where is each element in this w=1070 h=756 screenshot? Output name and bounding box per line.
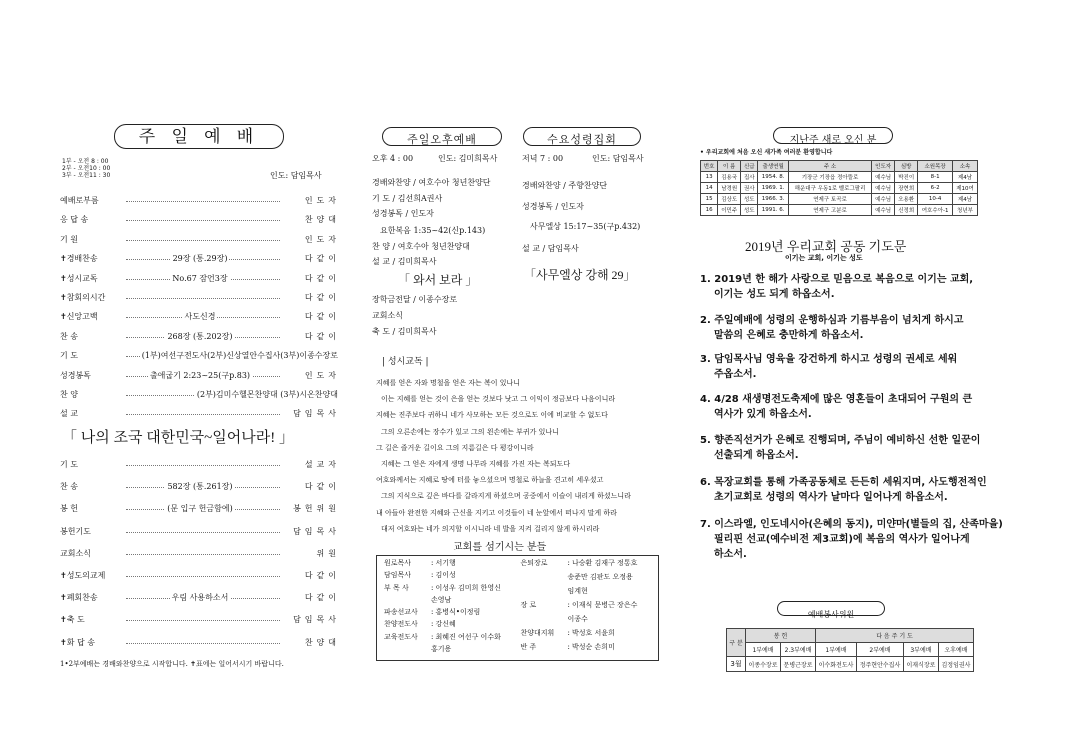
volunteers-title: 예배봉사위원 [807,610,855,619]
worship-item-2-row [60,503,340,515]
newcomer-cell: 신정희 [895,205,918,216]
worship-item-detail: No.67 잠언3장 [172,273,228,283]
newcomer-row [701,205,978,216]
worship-item-detail: 29장 (통.29장) [172,254,228,264]
leader-dots [126,220,280,221]
server-row [518,559,655,573]
prayer-line: 초기교회로 성령의 역사가 날마다 일어나게 하옵소서. [714,492,948,503]
server-names: : 박성호 서윤희 [567,629,615,637]
prayer-subtitle: 이기는 교회, 이기는 성도 [785,254,863,262]
newcomer-cell: 성도 [741,205,758,216]
vol-subheader: 1부예배 [746,643,781,657]
newcomer-cell: 해운대구 우동1로 벨로그팔리 [788,183,871,194]
newcomer-cell: 8-1 [918,172,953,183]
prayer-line: 5. 향존직선거가 은혜로 진행되며, 주님이 예비하신 선한 일꾼이 [700,435,981,446]
server-names: : 서기행 [430,559,456,567]
worship-item-row [60,370,340,382]
worship-item-2-row [60,459,340,471]
volunteers-title-box [777,601,885,619]
worship-item-detail: (2부)김미수헬몬찬양대 (3부)시온찬양대 [196,390,338,399]
newcomer-cell: 6-2 [918,183,953,194]
vol-subheader: 오후예배 [938,643,973,657]
wed-line-2: 성경봉독 / 인도자 [522,202,584,211]
service-times [62,158,110,179]
reading-line: 그의 지식으로 깊은 바다를 갈라지게 하셨으며 공중에서 이슬이 내리게 하셨느니라 [381,492,631,501]
worship-item-person: 담임목사 [293,409,340,419]
worship-item-row [60,273,340,285]
newcomers-header: 번호 [701,161,718,172]
worship-item-row [60,408,340,420]
newcomer-cell: 장현희 [895,183,918,194]
afternoon-time: 오후 4 : 00 [372,154,414,163]
worship-item-2-row [60,570,340,582]
afternoon-line-6: 설 교 / 김미희목사 [372,257,437,266]
newcomer-cell: 제4남 [953,172,978,183]
worship-item-row [60,389,340,401]
wednesday-title-box [523,127,641,146]
reading-line: 대저 여호와는 네가 의지할 이시니라 네 발을 지켜 걸리지 않게 하시리라 [381,524,600,533]
worship-item-person: 인도자 [304,370,340,380]
server-names: : 이재식 문병근 장은수 [567,601,638,609]
newcomer-cell: 1954. 8. [758,172,788,183]
prayer-item [700,517,1003,562]
footnote: 1•2부예배는 경배와찬양으로 시작합니다. ✝표에는 일어서시기 바랍니다. [60,660,284,668]
servers-title: 교회를 섬기시는 분들 [453,542,547,553]
reading-line: 지혜는 그 얻은 자에게 생명 나무라 지혜를 가진 자는 복되도다 [381,459,571,468]
server-names: : 이성우 김미희 한영신 [430,583,501,592]
afternoon-leader: 인도: 김미희목사 [438,154,498,163]
worship-item-row [60,234,340,246]
leader-dots [126,643,280,644]
newcomers-header: 주 소 [788,161,871,172]
worship-item-row [60,253,340,265]
prayer-line: 7. 이스라엘, 인도네시아(은혜의 동지), 미얀마(별들의 집, 산족마을) [700,519,1003,530]
leader-dots [126,554,280,555]
worship-item-2-person: 다같이 [304,571,340,580]
newcomer-cell: 연제구 고분로 [788,205,871,216]
worship-item-2-person: 찬양대 [304,637,340,647]
main-service-title: 주 일 예 배 [138,127,260,146]
worship-item-row [60,214,340,226]
server-role [381,596,428,608]
server-role: 담임목사 [384,571,412,580]
worship-item-2-person: 다같이 [304,482,340,492]
worship-item-person: 다같이 [304,254,340,264]
leader-dots [126,414,280,415]
prayer-line: 주옵소서. [714,369,757,380]
newcomer-cell: 박진이 [895,172,918,183]
sermon-title: 「 나의 조국 대한민국~일어나라! 」 [62,430,294,446]
server-role: 원로목사 [384,559,412,567]
worship-item-2-detail: 우림 사용하소서 [171,593,229,603]
vol-subheader: 2.3부예배 [781,643,816,657]
server-row [381,608,518,620]
server-names: : 박성순 손희미 [567,643,615,651]
server-row [381,633,518,645]
prayer-line: 말씀의 은혜로 충만하게 하옵소서. [714,330,864,341]
newcomer-row [701,172,978,183]
prayer-line: 필리핀 선교(예수비전 제3교회)에 복음의 역사가 일어나게 [714,534,970,545]
newcomer-cell: 1969. 1. [758,183,788,194]
worship-item-2-label: 봉 헌 [60,504,78,514]
vol-header-offering: 봉 헌 [746,629,816,643]
newcomer-cell: 기장군 기장읍 정아뜰로 [788,172,871,183]
newcomer-cell: 16 [701,205,718,216]
worship-item-label: 설 교 [60,409,78,419]
newcomer-cell: 제10여 [953,183,978,194]
server-role: 찬양전도사 [384,620,418,629]
newcomers-header: 신급 [741,161,758,172]
worship-item-label: 예배로부름 [60,196,99,205]
worship-item-row [60,331,340,343]
afternoon-sermon: 「 와서 보라 」 [398,273,478,287]
worship-item-2-label: ✝성도의교제 [60,571,106,580]
servers-right-table [518,559,655,657]
worship-item-label: 찬 양 [60,390,78,399]
worship-item-row [60,350,340,362]
worship-item-person: 다같이 [304,331,340,341]
newcomer-cell: 이민주 [718,205,741,216]
server-role [381,645,428,657]
reading-line: 그의 오른손에는 장수가 있고 그의 왼손에는 부귀가 있나니 [381,427,559,436]
afternoon-line-9: 축 도 / 김미희목사 [372,327,437,336]
server-names: : 김이성 [430,571,456,580]
worship-item-2-label: 기 도 [60,460,78,469]
afternoon-line-8: 교회소식 [372,311,403,320]
server-row [518,587,655,601]
newcomers-note: • 우리교회에 처음 오신 새가족 여러분 환영합니다 [700,149,833,156]
reading-title: | 성시교독 | [382,357,429,367]
newcomer-cell: 청년부 [953,205,978,216]
reading-line: 내 아들아 완전한 지혜와 근신을 지키고 이것들이 네 눈앞에서 떠나지 말게 하라 [376,508,617,517]
vol-subheader: 1부예배 [816,643,857,657]
afternoon-line-4: 요한복음 1:35~42(신p.143) [380,226,486,235]
worship-item-2-detail: (문 입구 헌금함에) [167,504,233,514]
newcomer-cell: 1991. 6. [758,205,788,216]
worship-item-2-person: 담임목사 [293,526,340,536]
newcomers-title-box [773,127,893,144]
worship-item-label: ✝참회의시간 [60,293,106,302]
volunteers-table [726,628,974,672]
server-row [381,645,518,657]
newcomers-table [700,160,978,216]
server-names: 임계현 [567,587,588,595]
server-role: 장 로 [520,601,537,609]
vol-month: 3월 [727,657,746,672]
worship-item-2-person: 담임목사 [293,615,340,625]
vol-person: 문병근장로 [781,657,816,672]
server-names: : 나승환 김재구 정통호 [567,559,638,567]
worship-item-detail: 사도신경 [184,312,216,322]
wed-leader: 인도: 담임목사 [592,154,644,163]
worship-item-label: ✝경배찬송 [60,254,98,264]
server-row [518,601,655,615]
newcomer-row [701,183,978,194]
server-role: 부 목 사 [384,583,409,592]
vol-person: 이수화전도사 [816,657,857,672]
leader-dots [126,240,280,241]
reading-line: 여호와께서는 지혜로 땅에 터를 놓으셨으며 명철로 하늘을 견고히 세우셨고 [376,476,604,485]
worship-item-row [60,292,340,304]
server-names: 손영남 [430,595,452,604]
servers-left-table [381,559,518,657]
afternoon-line-5: 찬 양 / 여호수아 청년찬양대 [372,242,470,251]
wed-line-1: 경배와찬양 / 주향찬양단 [522,181,608,190]
newcomers-header: 출생연월 [758,161,788,172]
vol-person: 김정임권사 [938,657,973,672]
worship-item-label: 성경봉독 [60,370,91,380]
wednesday-title: 수요성령집회 [547,133,617,146]
newcomer-cell: 10-4 [918,194,953,205]
prayer-item [700,352,978,382]
worship-item-label: ✝성시교독 [60,273,98,283]
server-names: 이종수 [567,615,588,623]
server-role [518,615,565,629]
prayer-line: 4. 4/28 새생명전도축제에 많은 영혼들이 초대되어 구원의 큰 [700,394,973,405]
worship-item-2-label: ✝화 답 송 [60,637,95,647]
leader-dots [126,532,280,533]
server-row [381,571,518,583]
worship-item-label: 기 원 [60,234,78,244]
worship-item-detail: 268장 (통.202장) [167,331,233,341]
worship-item-2-row [60,548,340,560]
server-role: 찬양대지휘 [520,629,555,637]
afternoon-title: 주일오후예배 [407,133,477,146]
worship-item-person: 다같이 [304,312,340,322]
vol-subheader: 2부예배 [857,643,904,657]
newcomers-title: 지난주 새로 오신 분 [789,135,877,146]
worship-item-2-person: 봉헌위원 [293,504,340,514]
newcomer-cell: 예수님 [872,205,895,216]
afternoon-title-box [382,127,502,146]
worship-item-person: 다같이 [304,273,340,283]
worship-item-2-detail: 582장 (통.261장) [167,482,233,492]
prayer-line: 2. 주일예배에 성령의 운행하심과 기름부음이 넘치게 하시고 [700,315,964,326]
newcomer-cell: 15 [701,194,718,205]
worship-item-person: 인도자 [304,196,340,205]
worship-item-person: 다같이 [304,293,340,302]
worship-item-2-label: 교회소식 [60,548,91,558]
prayer-line: 선출되게 하옵소서. [714,450,799,461]
worship-item-detail: 출애굽기 2:23~25(구p.83) [149,370,251,380]
afternoon-line-7: 장학금전달 / 이종수장로 [372,295,458,304]
worship-item-label: ✝신앙고백 [60,312,98,322]
server-names: : 강신혜 [430,620,456,629]
server-role: 교육전도사 [384,632,418,641]
server-role: 파송선교사 [384,608,418,616]
reading-line: 지혜를 얻은 자와 명철을 얻은 자는 복이 있나니 [376,379,521,387]
service-time-3: 3부 - 오전11 : 30 [62,172,111,179]
prayer-line: 하소서. [714,549,747,560]
worship-item-2-label: ✝축 도 [60,615,85,625]
newcomer-cell: 연제구 토곡로 [788,194,871,205]
prayer-title: 2019년 우리교회 공동 기도문 [745,239,907,254]
worship-item-2-person: 다같이 [304,593,340,603]
worship-item-2-row [60,592,340,604]
server-names: 송준만 김판도 오정용 [567,573,633,581]
wed-sermon: 「사무엘상 강해 29」 [524,268,636,282]
server-names: : 홍병식•이정림 [430,608,481,616]
afternoon-line-1: 경배와찬양 / 여호수아 청년찬양단 [372,178,491,187]
newcomer-cell: 권사 [741,183,758,194]
worship-item-label: 기 도 [60,351,78,361]
main-service-title-box [114,124,284,149]
newcomer-cell: 여호수아-1 [918,205,953,216]
server-role: 은퇴장로 [520,559,548,567]
worship-item-2-row [60,526,340,538]
newcomer-cell: 김용국 [718,172,741,183]
leader-dots [126,576,280,577]
worship-item-2-person: 위원 [316,548,340,558]
worship-item-person: 찬양대 [304,215,340,225]
newcomer-cell: 1966. 3. [758,194,788,205]
newcomer-cell: 김상도 [718,194,741,205]
server-names: : 최혜진 여선구 이수화 [430,632,501,641]
reading-line: 그 길은 즐거운 길이요 그의 지름길은 다 평강이니라 [376,443,534,452]
prayer-item [700,433,981,463]
server-row [381,559,518,571]
newcomer-cell: 오용환 [895,194,918,205]
worship-item-label: 응 답 송 [60,215,89,225]
newcomers-header: 소속 [953,161,978,172]
newcomer-cell: 성도 [741,194,758,205]
server-row [381,596,518,608]
vol-person: 이종수장로 [746,657,781,672]
vol-header-division: 구 분 [727,629,746,657]
wed-line-3: 사무엘상 15:17~35(구p.432) [530,222,641,231]
prayer-item [700,313,978,343]
newcomers-header: 심방 [895,161,918,172]
responsive-reading [376,375,661,537]
newcomer-cell: 예수님 [872,183,895,194]
server-row [381,620,518,632]
server-row [518,643,655,657]
service-time-2: 2부 - 오전10 : 00 [62,165,111,172]
servers-box [376,555,659,661]
server-role [518,573,565,587]
prayer-line: 이기는 성도 되게 하옵소서. [714,289,835,300]
vol-subheader: 3부예배 [903,643,938,657]
vol-person: 정주현안수집사 [857,657,904,672]
server-names: 홍기용 [430,644,452,653]
worship-item-2-label: 봉헌기도 [60,526,91,536]
worship-item-2-row [60,614,340,626]
vol-person: 이재식장로 [903,657,938,672]
service-time-1: 1부 - 오전 8 : 00 [62,158,109,165]
worship-item-detail: (1부)여선구전도사(2부)신상열안수집사(3부)이종수장로 [141,351,338,361]
newcomer-cell: 남경원 [718,183,741,194]
worship-item-2-row [60,481,340,493]
prayer-item [700,392,978,422]
server-row [381,584,518,596]
leader-dots [126,620,280,621]
newcomer-cell: 13 [701,172,718,183]
wed-time: 저녁 7 : 00 [522,154,564,163]
reading-line: 지혜는 진주보다 귀하니 네가 사모하는 모든 것으로도 이에 비교할 수 없도다 [376,411,608,420]
server-row [518,629,655,643]
newcomers-header: 소원목장 [918,161,953,172]
newcomer-cell: 예수님 [872,194,895,205]
prayer-item [700,475,987,505]
worship-item-row [60,311,340,323]
wed-line-4: 설 교 / 담임목사 [522,244,579,253]
prayer-line: 역사가 있게 하옵소서. [714,409,812,420]
worship-item-row [60,195,340,207]
newcomer-cell: 14 [701,183,718,194]
afternoon-line-3: 성경봉독 / 인도자 [372,209,434,218]
newcomer-cell: 제4남 [953,194,978,205]
prayer-line: 6. 목장교회를 통해 가족공동체로 든든히 세워지며, 사도행전적인 [700,477,987,488]
leader-dots [126,201,280,202]
reading-line: 이는 지혜를 얻는 것이 은을 얻는 것보다 낫고 그 이익이 정금보다 나음이니라 [381,395,616,404]
worship-item-2-person: 설교자 [304,460,340,469]
worship-item-2-label: 찬 송 [60,482,78,492]
server-role: 반 주 [520,643,537,651]
prayer-item [700,272,978,302]
prayer-line: 1. 2019년 한 해가 사랑으로 믿음으로 복음으로 이기는 교회, [700,274,974,285]
server-row [518,573,655,587]
newcomer-row [701,194,978,205]
leader-dots [126,298,280,299]
newcomers-header: 인도자 [872,161,895,172]
prayer-line: 3. 담임목사님 영육을 강건하게 하시고 성령의 권세로 세워 [700,354,958,365]
afternoon-line-2: 기 도 / 김선희A권사 [372,194,443,203]
worship-item-label: 찬 송 [60,331,78,341]
leader-dots [126,465,280,466]
newcomers-header: 이 름 [718,161,741,172]
server-row [518,615,655,629]
worship-item-2-row [60,637,340,649]
vol-header-prayer: 다 음 주 기 도 [816,629,974,643]
worship-item-2-label: ✝폐회찬송 [60,593,98,603]
worship-item-person: 인도자 [304,234,340,244]
main-leader: 인도: 담임목사 [270,171,322,180]
newcomer-cell: 예수님 [872,172,895,183]
server-role [518,587,565,601]
newcomer-cell: 집사 [741,172,758,183]
